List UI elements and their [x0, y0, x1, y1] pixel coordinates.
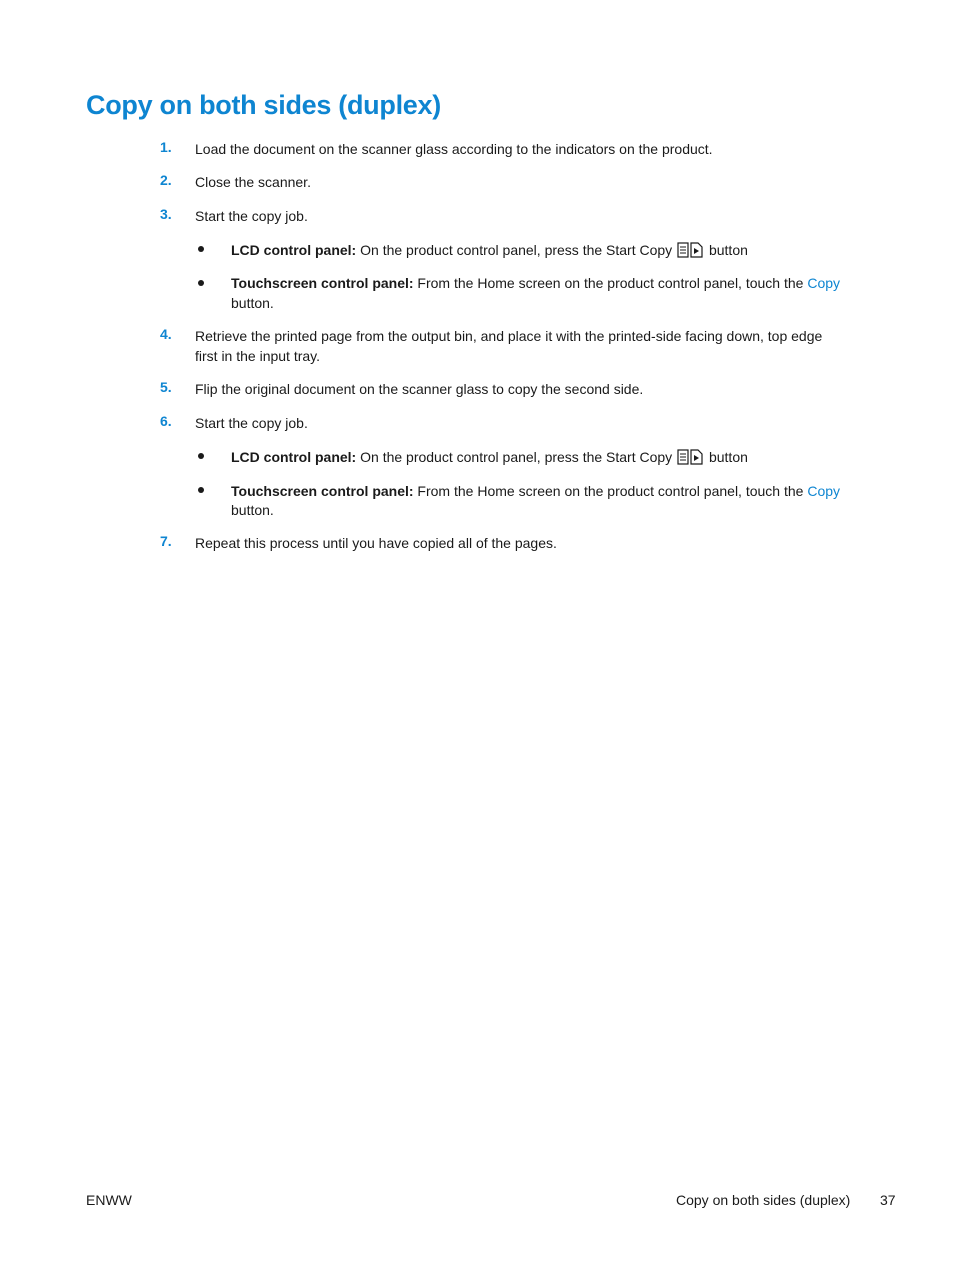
step-text: Start the copy job. — [195, 208, 308, 224]
bullet-lcd — [231, 447, 748, 467]
bullet-text: From the Home screen on the product control panel, touch the — [413, 275, 808, 291]
bullet-touchscreen — [231, 273, 840, 293]
footer-enww: ENWW — [86, 1192, 132, 1208]
step-text-line2: first in the input tray. — [195, 348, 321, 364]
bullet-dot — [198, 453, 204, 459]
bullet-text: From the Home screen on the product control panel, touch the — [413, 483, 808, 499]
step-number: 7. — [160, 533, 172, 549]
bullet-lcd — [231, 240, 748, 260]
bullet-text-line2: button. — [231, 502, 274, 518]
step-number: 5. — [160, 379, 172, 395]
bullet-label: Touchscreen control panel: — [231, 275, 414, 291]
bullet-dot — [198, 246, 204, 252]
step-number: 1. — [160, 139, 172, 155]
step-text: Load the document on the scanner glass according to the indicators on the product. — [195, 141, 713, 157]
footer-page-number: 37 — [880, 1192, 896, 1208]
start-copy-icon — [677, 449, 703, 465]
step-number: 6. — [160, 413, 172, 429]
step-number: 4. — [160, 326, 172, 342]
start-copy-icon — [677, 242, 703, 258]
bullet-dot — [198, 487, 204, 493]
bullet-touchscreen — [231, 481, 840, 501]
bullet-label: LCD control panel: — [231, 242, 357, 258]
page-title: Copy on both sides (duplex) — [86, 90, 441, 120]
bullet-label: Touchscreen control panel: — [231, 483, 414, 499]
step-text: Close the scanner. — [195, 174, 311, 190]
copy-link[interactable]: Copy — [807, 483, 841, 499]
bullet-text-line2: button. — [231, 295, 274, 311]
step-text: Start the copy job. — [195, 415, 308, 431]
bullet-text-after: button — [705, 242, 748, 258]
step-number: 2. — [160, 172, 172, 188]
step-text: Repeat this process until you have copied all of the pages. — [195, 535, 557, 551]
step-number: 3. — [160, 206, 172, 222]
step-text: Retrieve the printed page from the output bin, and place it with the printed-side facing down, top edge — [195, 328, 823, 344]
step-text: Flip the original document on the scanner glass to copy the second side. — [195, 381, 644, 397]
bullet-label: LCD control panel: — [231, 449, 357, 465]
bullet-text: On the product control panel, press the Start Copy — [356, 449, 673, 465]
bullet-text-after: button — [705, 449, 748, 465]
copy-link[interactable]: Copy — [807, 275, 841, 291]
bullet-text: On the product control panel, press the Start Copy — [356, 242, 673, 258]
footer-section-title: Copy on both sides (duplex) — [676, 1192, 851, 1208]
bullet-dot — [198, 280, 204, 286]
